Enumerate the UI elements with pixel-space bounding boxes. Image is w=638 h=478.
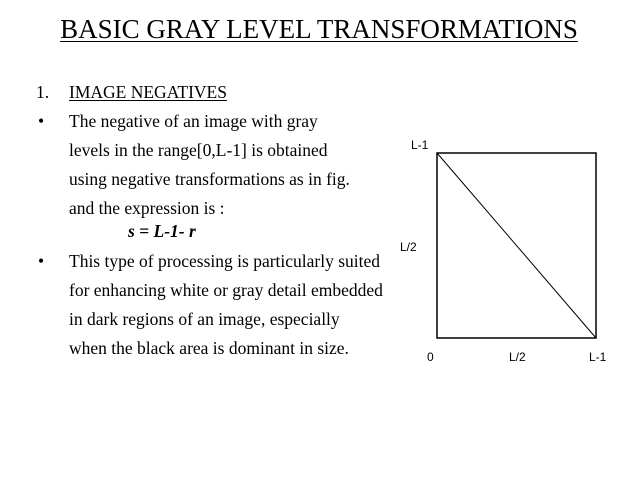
section-heading: IMAGE NEGATIVES — [69, 82, 227, 102]
x-axis-max-label: L-1 — [589, 350, 607, 364]
bullet-1-line-2: levels in the range[0,L-1] is obtained — [69, 140, 328, 160]
bullet-2-line-4: when the black area is dominant in size. — [69, 338, 349, 358]
bullet-2-line-1: This type of processing is particularly suited — [69, 251, 381, 271]
bullet-1-marker: • — [38, 111, 45, 131]
negative-transform-line — [437, 153, 596, 338]
bullet-2-line-2: for enhancing white or gray detail embedded — [69, 280, 383, 300]
slide-title: BASIC GRAY LEVEL TRANSFORMATIONS — [60, 14, 578, 44]
bullet-2-marker: • — [38, 251, 45, 271]
y-axis-mid-label: L/2 — [400, 240, 417, 254]
negative-transformation-graph — [432, 148, 602, 343]
x-axis-origin-label: 0 — [427, 350, 434, 364]
section-number: 1. — [36, 82, 50, 102]
bullet-1-line-4: and the expression is : — [69, 198, 225, 218]
bullet-1-line-1: The negative of an image with gray — [69, 111, 318, 131]
bullet-2-line-3: in dark regions of an image, especially — [69, 309, 340, 329]
y-axis-top-label: L-1 — [411, 138, 429, 152]
bullet-1-line-3: using negative transformations as in fig. — [69, 169, 350, 189]
x-axis-mid-label: L/2 — [509, 350, 526, 364]
negative-formula: s = L-1- r — [128, 221, 196, 241]
